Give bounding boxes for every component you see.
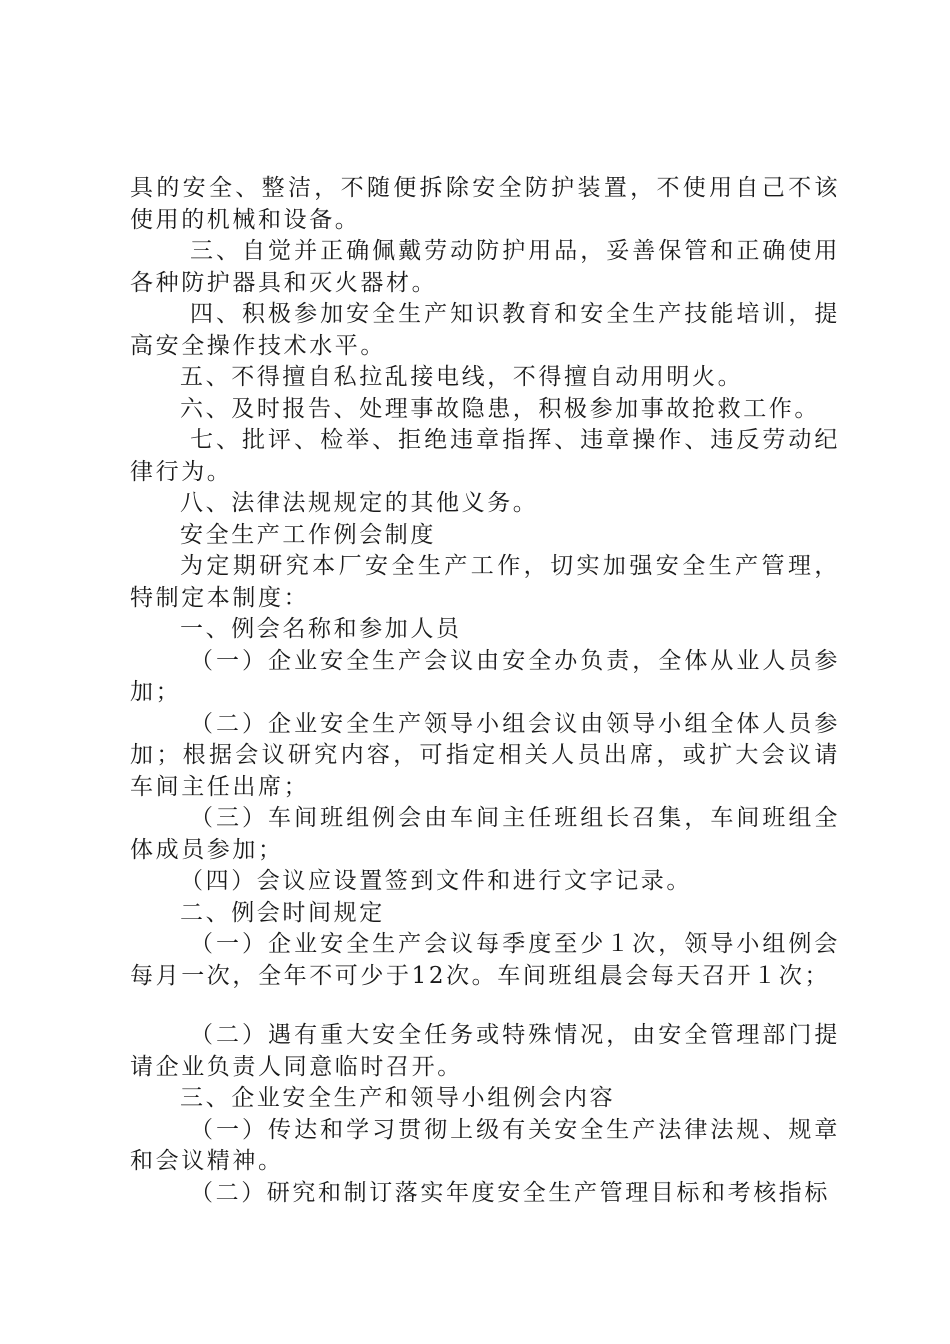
paragraph: （三）车间班组例会由车间主任班组长召集，车间班组全体成员参加； — [130, 805, 840, 863]
paragraph: （二）遇有重大安全任务或特殊情况，由安全管理部门提请企业负责人同意临时召开。 — [130, 1022, 840, 1080]
paragraph: （二）研究和制订落实年度安全生产管理目标和考核指标 — [190, 1179, 830, 1206]
paragraph: 七、批评、检举、拒绝违章指挥、违章操作、违反劳动纪律行为。 — [130, 427, 840, 485]
document-body — [130, 173, 840, 1209]
blank-line — [130, 992, 840, 1020]
section-title: 安全生产工作例会制度 — [180, 521, 436, 548]
paragraph: 三、自觉并正确佩戴劳动防护用品，妥善保管和正确使用各种防护器具和灭火器材。 — [130, 238, 840, 296]
paragraph: （一）传达和学习贯彻上级有关安全生产法律法规、规章和会议精神。 — [130, 1116, 840, 1174]
paragraph: 五、不得擅自私拉乱接电线，不得擅自动用明火。 — [180, 364, 744, 390]
paragraph: （二）企业安全生产领导小组会议由领导小组全体人员参加；根据会议研究内容，可指定相关人员出席，或扩大会议请车间主任出席； — [130, 710, 840, 800]
section-heading: 二、例会时间规定 — [180, 899, 385, 926]
paragraph: （四）会议应设置签到文件和进行文字记录。 — [180, 868, 692, 894]
paragraph: （一）企业安全生产会议每季度至少１次，领导小组例会每月一次，全年不可少于12次。车间班组晨会每天召开１次； — [130, 931, 840, 989]
section-heading: 一、例会名称和参加人员 — [180, 616, 462, 642]
paragraph: 为定期研究本厂安全生产工作，切实加强安全生产管理，特制定本制度： — [130, 553, 840, 611]
paragraph: 四、积极参加安全生产知识教育和安全生产技能培训，提高安全操作技术水平。 — [130, 301, 840, 359]
paragraph: 六、及时报告、处理事故隐患，积极参加事故抢救工作。 — [180, 395, 820, 422]
paragraph: 具的安全、整洁，不随便拆除安全防护装置，不使用自己不该使用的机械和设备。 — [130, 175, 840, 233]
section-heading: 三、企业安全生产和领导小组例会内容 — [180, 1085, 616, 1111]
paragraph: （一）企业安全生产会议由安全办负责，全体从业人员参加； — [130, 647, 840, 705]
paragraph: 八、法律法规规定的其他义务。 — [180, 490, 539, 516]
